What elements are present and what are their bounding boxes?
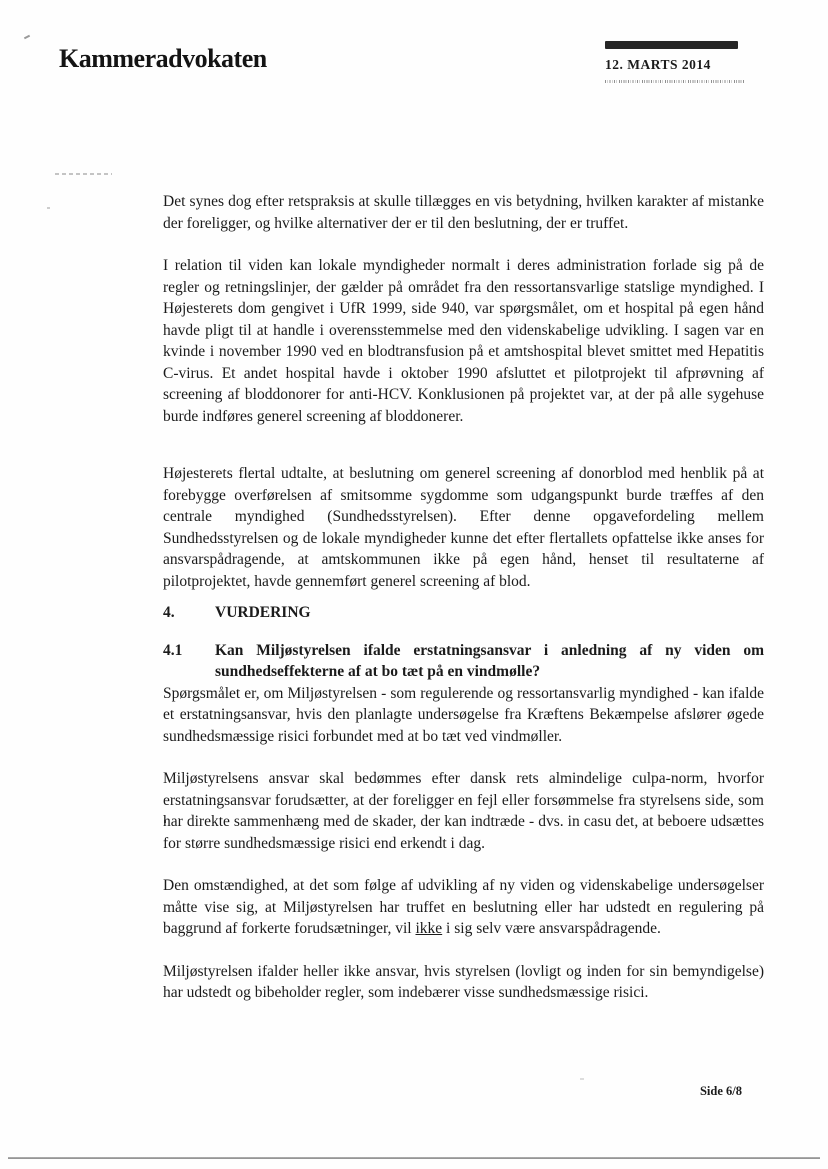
document-body bbox=[163, 191, 764, 1025]
header-black-bar bbox=[605, 41, 738, 49]
scan-artifact-dot bbox=[580, 1078, 584, 1080]
subsection-heading-4-1 bbox=[163, 640, 764, 683]
paragraph: Højesterets flertal udtalte, at beslutning om generel screening af donorblod med henblik på at forebygge overførelsen af smitsomme sygdomme som udgangspunkt burde træffes af den centrale myndighed (Sundhedsstyrelsen). Efter denne opgavefordeling mellem Sundhedsstyrelsen og de lokale myndigheder kunne det efter flertallets opfattelse ikke anses for ansvarspådragende, at amtskommunen ikke på egen hånd, henset til resultaterne af pilotprojektet, havde gennemført generel screening af blod. bbox=[163, 465, 764, 590]
paragraph-text: i sig selv være ansvarspådragende. bbox=[442, 920, 661, 937]
paragraph: Miljøstyrelsen ifalder heller ikke ansvar, hvis styrelsen (lovligt og inden for sin bemyndigelse) har udstedt og bibeholder regler, som indebærer visse sundhedsmæssige risici. bbox=[163, 962, 764, 1001]
header-microtext-line bbox=[605, 80, 745, 83]
document-date: 12. MARTS 2014 bbox=[605, 57, 711, 72]
page-number-label: Side 6/8 bbox=[699, 1084, 742, 1098]
paragraph: Miljøstyrelsens ansvar skal bedømmes efter dansk rets almindelige culpa-norm, hvorfor erstatningsansvar forudsætter, at der foreligger en fejl eller forsømmelse fra styrelsens side, som har direkte sammenhæng med de skader, der kan indtræde - dvs. in casu det, at beboere udsættes for større sundhedsmæssige risici end erkendt i dag. bbox=[163, 770, 764, 852]
subsection-number: 4.1 bbox=[163, 641, 183, 659]
paragraph: Spørgsmålet er, om Miljøstyrelsen - som regulerende og ressortansvarlig myndighed - kan ifalde et erstatningsansvar, hvis den planlagte undersøgelse fra Kræftens Bekæmpelse afslører øgede sundhedsmæssige risici forbundet med at bo tæt ved vindmøller. bbox=[163, 684, 764, 745]
section-number: 4. bbox=[163, 604, 175, 621]
company-logo-text: Kammeradvokaten bbox=[59, 44, 267, 73]
paragraph bbox=[163, 875, 764, 940]
scan-artifact-dashes bbox=[55, 173, 112, 175]
header-date-block bbox=[605, 41, 745, 83]
scan-artifact-mark bbox=[24, 35, 30, 40]
paragraph-text: Den omstændighed, at det som følge af udvikling af ny viden og videnskabelige undersøgelser måtte vise sig, at Miljøstyrelsen har truffet en beslutning eller har udstedt en regulering på baggrund af forkerte forudsætninger, vil bbox=[163, 877, 764, 937]
paragraph: I relation til viden kan lokale myndigheder normalt i deres administration forlade sig på de regler og retningslinjer, der gælder på området fra den ressortansvarlige statslige myndighed. I Højesterets dom gengivet i UfR 1999, side 940, var spørgsmålet, om et hospital på egen hånd havde pligt til at handle i overensstemmelse med den videnskabelige udvikling. I sagen var en kvinde i november 1990 ved en blodtransfusion på et amtshospital blevet smittet med Hepatitis C-virus. Et andet hospital havde i oktober 1990 afsluttet et pilotprojekt til afprøvning af screening af bloddonorer for anti-HCV. Konklusionen på projektet var, at der på alle sygehuse burde indføres generel screening af bloddonerer. bbox=[163, 257, 764, 425]
paragraph: Det synes dog efter retspraksis at skulle tillægges en vis betydning, hvilken karakter af mistanke der foreligger, og hvilke alternativer der er til den beslutning, der er truffet. bbox=[163, 193, 764, 232]
underlined-word: ikke bbox=[415, 920, 443, 937]
section-title: VURDERING bbox=[215, 604, 311, 621]
section-heading-4 bbox=[163, 602, 764, 624]
subsection-title: Kan Miljøstyrelsen ifalde erstatningsansvar i anledning af ny viden om sundhedseffekterne af at bo tæt på en vindmølle? bbox=[215, 641, 764, 680]
footer-rule-line bbox=[8, 1157, 820, 1159]
scan-artifact-dot bbox=[47, 207, 50, 209]
